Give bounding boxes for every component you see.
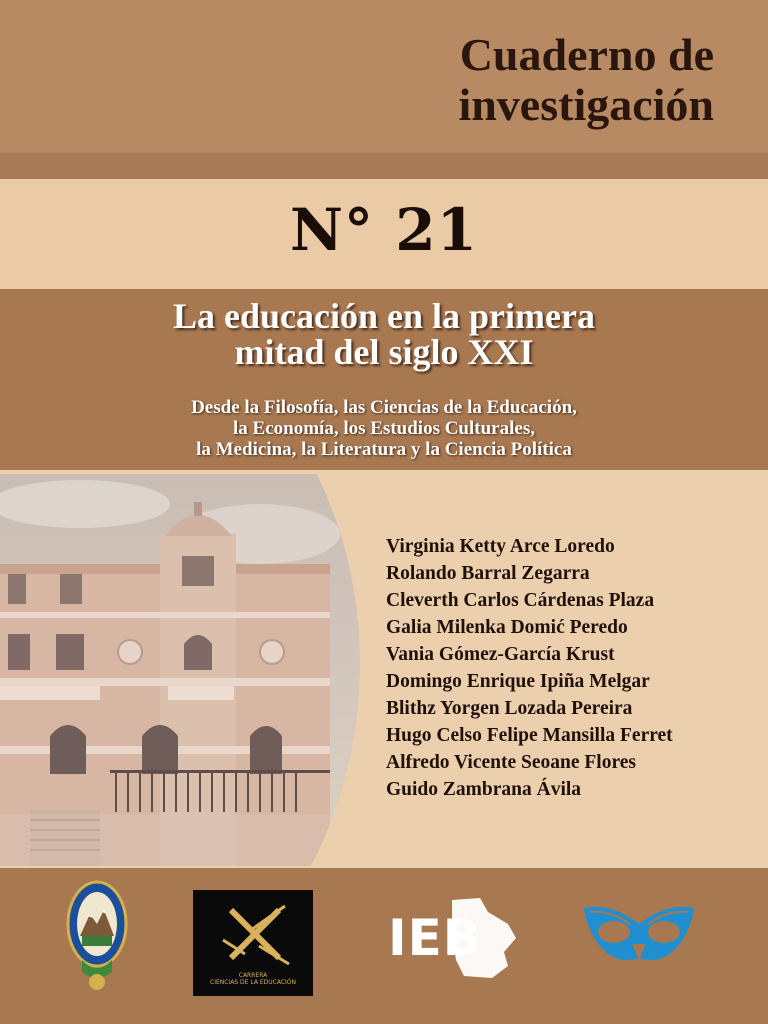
book-subtitle [0, 397, 768, 460]
book-subtitle-line-1: Desde la Filosofía, las Ciencias de la Educación, [191, 397, 577, 418]
issue-number: N° 21 [290, 196, 478, 264]
author-name: Domingo Enrique Ipiña Melgar [386, 671, 650, 692]
book-title-line-1: La educación en la primera [173, 296, 595, 336]
author-name: Blithz Yorgen Lozada Pereira [386, 698, 633, 719]
owl-logo [580, 902, 698, 972]
ieb-logo [384, 894, 522, 980]
author-name: Virginia Ketty Arce Loredo [386, 536, 615, 557]
divider-stripe [0, 153, 768, 179]
carrera-caption-line-1: CARRERA [238, 972, 268, 979]
author-name: Rolando Barral Zegarra [386, 563, 590, 584]
author-list [386, 533, 673, 803]
author-name: Cleverth Carlos Cárdenas Plaza [386, 590, 655, 611]
book-subtitle-line-2: la Economía, los Estudios Culturales, [233, 418, 535, 439]
building-photo [0, 474, 360, 866]
author-name: Galia Milenka Domić Peredo [386, 617, 628, 638]
author-name: Guido Zambrana Ávila [386, 779, 582, 800]
author-name: Vania Gómez-García Krust [386, 644, 615, 665]
carrera-caption-line-2: CIENCIAS DE LA EDUCACIÓN [210, 979, 296, 986]
series-title-line-1: Cuaderno de [459, 29, 714, 80]
book-title-line-2: mitad del siglo XXI [234, 332, 534, 372]
book-subtitle-line-3: la Medicina, la Literatura y la Ciencia Política [196, 439, 572, 460]
carrera-caption [193, 972, 313, 986]
university-seal-logo [66, 880, 128, 992]
carrera-logo [193, 890, 313, 996]
series-title-line-2: investigación [458, 79, 714, 130]
series-title [458, 30, 714, 130]
book-title [0, 298, 768, 370]
ieb-wordmark: IEB [388, 909, 482, 967]
author-name: Alfredo Vicente Seoane Flores [386, 752, 637, 773]
author-name: Hugo Celso Felipe Mansilla Ferret [386, 725, 673, 746]
